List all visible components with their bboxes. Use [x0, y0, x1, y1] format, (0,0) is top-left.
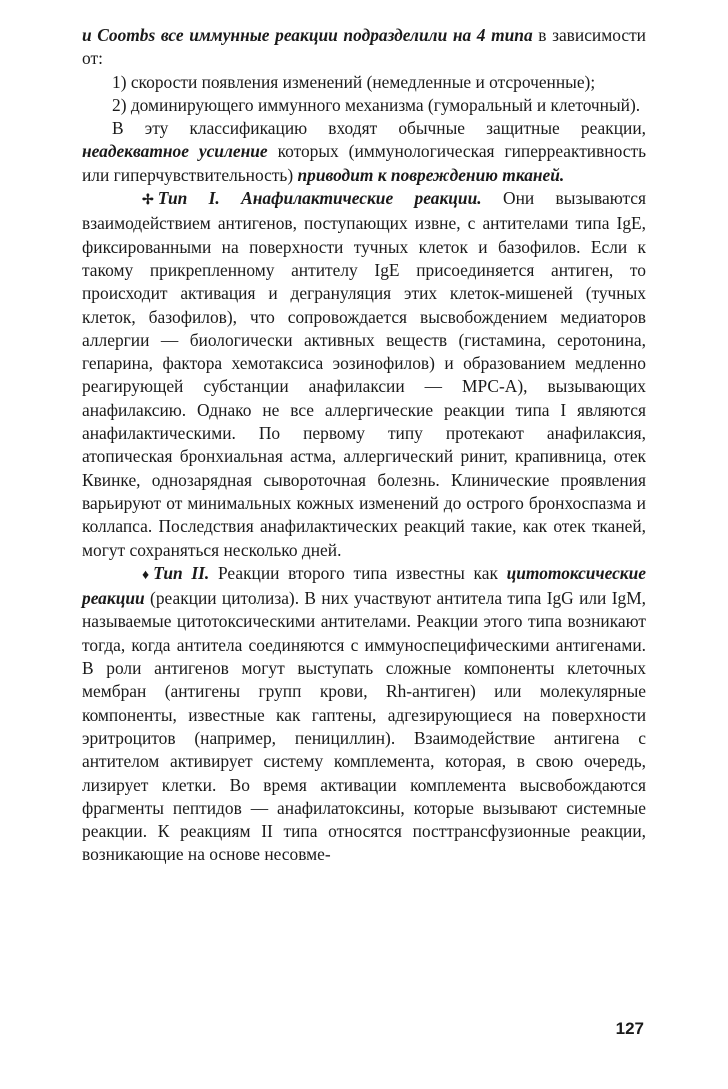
paragraph-intro [82, 24, 646, 71]
paragraph-type-1 [82, 187, 646, 562]
section-heading: Тип II. [153, 562, 210, 583]
body-text: в зависимости от: [82, 25, 646, 69]
page-number: 127 [615, 1019, 644, 1038]
page-body [82, 24, 646, 867]
emphasis-text: неадекватное усиление [82, 141, 268, 162]
section-heading: Тип I. Анафилактические реакции. [157, 188, 482, 209]
emphasis-text: цитотоксические реакции [82, 562, 647, 609]
emphasis-text: и Coombs все иммунные реакции подразделили на 4 типа [82, 25, 533, 45]
paragraph-classification [82, 117, 646, 187]
body-text: Они вызываются взаимодействием антигенов, поступающих извне, с антителами типа IgE, фиксированными на поверхности тучных клеток и базофилов. Если к такому прикрепленному антителу IgE присоединяется антиген, то происходит активация и дегрануляция этих клеток-мишеней (тучных клеток, базофилов), что сопровождается высвобождением медиаторов аллергии — биологически активных веществ (гистамина, серотонина, гепарина, фактора хемотаксиса эозинофилов) и образованием медленно реагирующей субстанции анафилаксии — МРС-А), вызывающих анафилаксию. Однако не все аллергические реакции типа I являются анафилактическими. По первому типу протекают анафилаксия, атопическая бронхиальная астма, аллергический ринит, крапивница, отек Квинке, однозарядная сывороточная болезнь. Клинические проявления варьируют от минимальных кожных изменений до острого бронхоспазма и коллапса. Последствия анафилактических реакций такие, как отек тканей, могут сохраняться несколько дней. [82, 188, 647, 560]
bullet-icon: ♦ [142, 567, 150, 583]
paragraph-item-1: 1) скорости появления изменений (немедленные и отсроченные); [112, 71, 596, 92]
bullet-icon: ✢ [142, 193, 154, 209]
body-text: (реакции цитолиза). В них участвуют антитела типа IgG или IgM, называемые цитотоксическими антителами. Реакции этого типа возникают тогда, когда антитела соединяются с иммуноспецифическими антигенами. В роли антигенов могут выступать сложные компоненты клеточных мембран (антигены групп крови, Rh-антиген) или молекулярные компоненты, известные как гаптены, адгезирующиеся на поверхности эритроцитов (например, пенициллин). Взаимодействие антигена с антителом активирует систему комплемента, которая, в свою очередь, лизирует клетки. Во время активации комплемента высвобождаются фрагменты пептидов — анафилатоксины, которые вызывают системные реакции. К реакциям II типа относятся посттрансфузионные реакции, возникающие на основе несовме- [82, 588, 646, 865]
emphasis-text: приводит к повреждению тканей. [297, 164, 565, 185]
paragraph-type-2 [82, 562, 646, 867]
body-text: Реакции второго типа известны как [209, 562, 507, 583]
paragraph-item-2: 2) доминирующего иммунного механизма (гуморальный и клеточный). [112, 94, 641, 115]
body-text: В эту классификацию входят обычные защитные реакции, [112, 118, 646, 139]
body-text: которых (иммунологическая гиперреактивность или гиперчувствительность) [82, 141, 646, 185]
